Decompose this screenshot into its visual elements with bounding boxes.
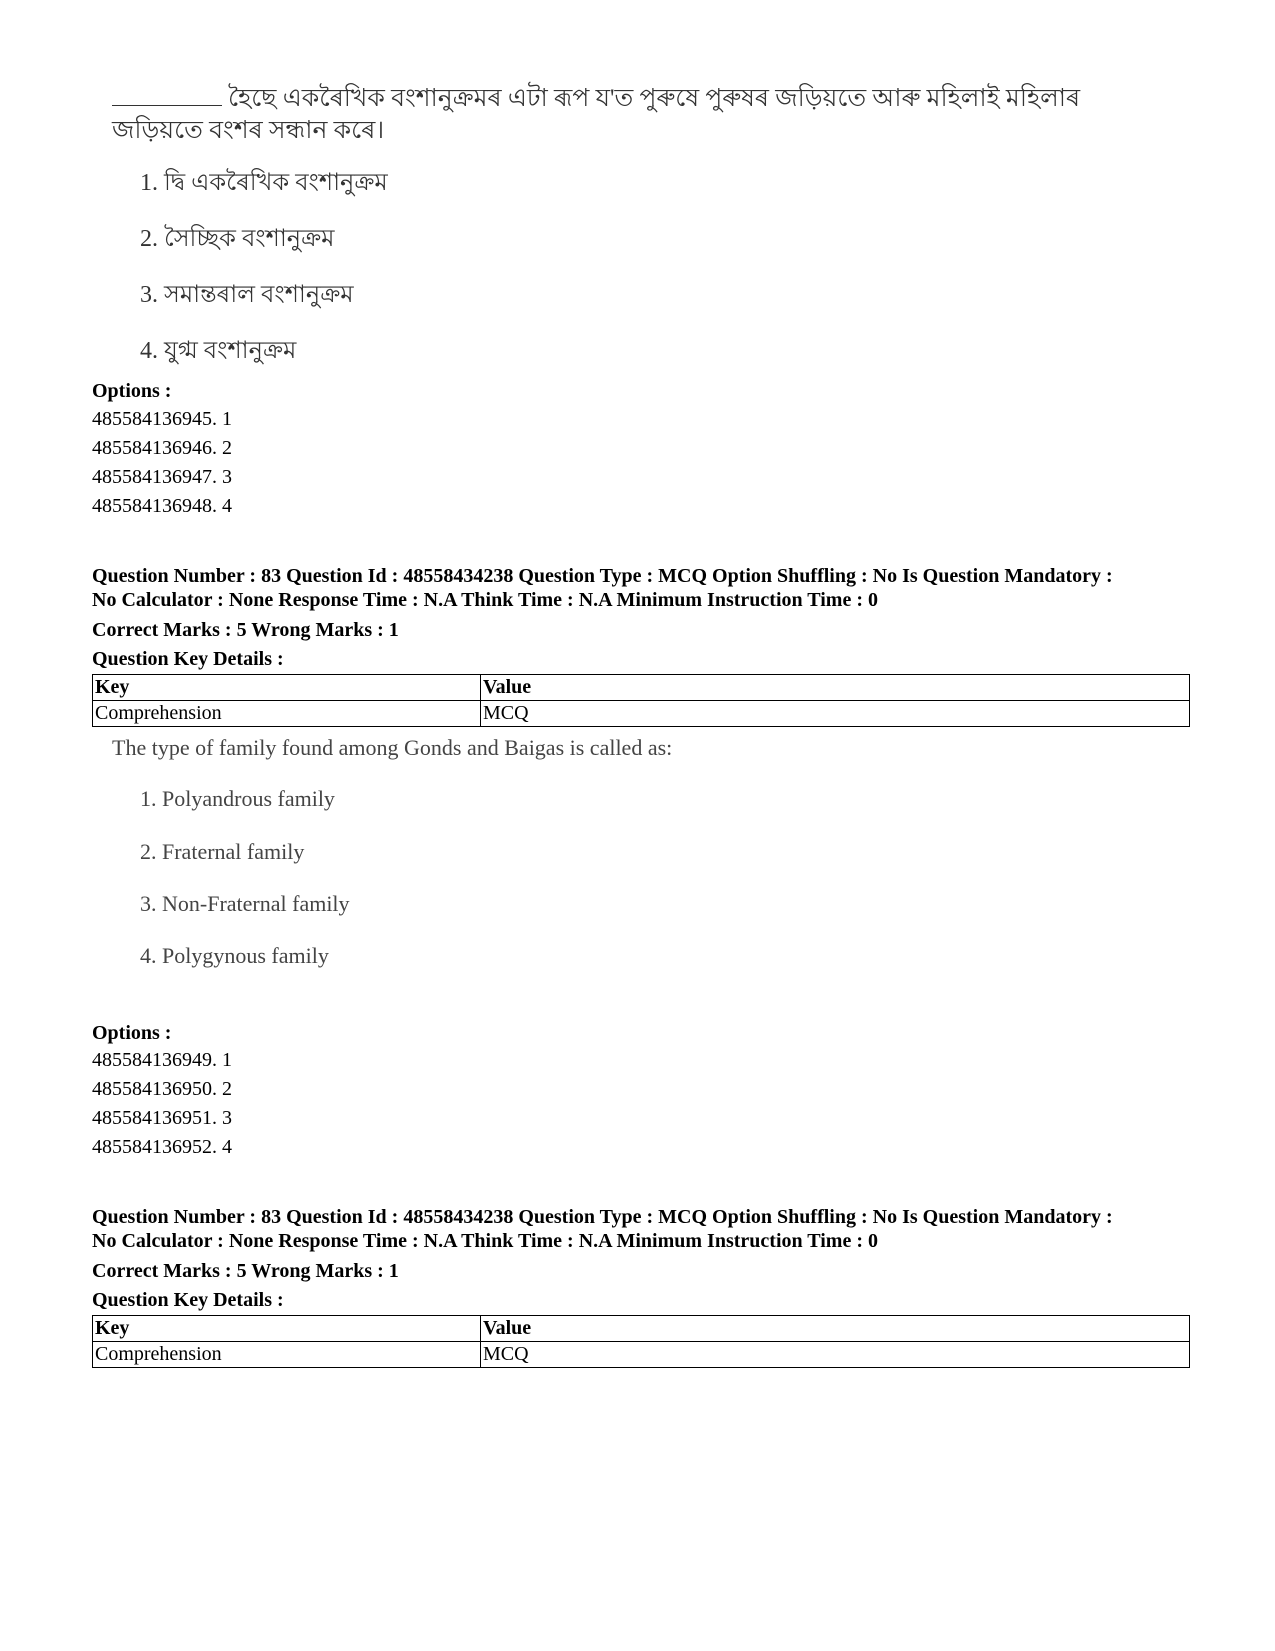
choice-2: 2. Fraternal family bbox=[140, 839, 305, 864]
answer-blank bbox=[112, 87, 222, 106]
option-item: 485584136949. 1 bbox=[92, 1049, 232, 1071]
question-meta bbox=[92, 1205, 1113, 1253]
choice-1: 1. দ্বি একৰৈখিক বংশানুক্ৰম bbox=[140, 170, 388, 196]
question-stem-text: হৈছে একৰৈখিক বংশানুক্ৰমৰ এটা ৰূপ য'ত পুৰুষে পুৰুষৰ জড়িয়তে আৰু মহিলাই মহিলাৰ bbox=[228, 85, 1081, 112]
option-item: 485584136948. 4 bbox=[92, 495, 232, 517]
meta-line-1: Question Number : 83 Question Id : 48558434238 Question Type : MCQ Option Shuffling : No Is Question Mandatory : bbox=[92, 1206, 1113, 1228]
choice-3: 3. Non-Fraternal family bbox=[140, 891, 350, 916]
marks-line: Correct Marks : 5 Wrong Marks : 1 bbox=[92, 619, 399, 641]
choice-1: 1. Polyandrous family bbox=[140, 786, 335, 811]
table-header-key: Key bbox=[93, 675, 481, 701]
table-cell-value: MCQ bbox=[481, 701, 1190, 727]
table-header-value: Value bbox=[481, 675, 1190, 701]
key-details-label: Question Key Details : bbox=[92, 1289, 284, 1311]
choice-2: 2. সৈচ্ছিক বংশানুক্ৰম bbox=[140, 226, 335, 252]
option-item: 485584136946. 2 bbox=[92, 437, 232, 459]
options-label: Options : bbox=[92, 380, 172, 402]
marks-line: Correct Marks : 5 Wrong Marks : 1 bbox=[92, 1260, 399, 1282]
options-label: Options : bbox=[92, 1022, 172, 1044]
table-header-value: Value bbox=[481, 1316, 1190, 1342]
option-item: 485584136947. 3 bbox=[92, 466, 232, 488]
table-cell-key: Comprehension bbox=[93, 701, 481, 727]
table-header-row bbox=[93, 675, 1190, 701]
choice-4: 4. Polygynous family bbox=[140, 943, 329, 968]
meta-line-2: No Calculator : None Response Time : N.A Think Time : N.A Minimum Instruction Time : 0 bbox=[92, 589, 878, 611]
question-stem-line-2: জড়িয়তে বংশৰ সন্ধান কৰে। bbox=[112, 117, 385, 144]
options-list bbox=[92, 1046, 232, 1162]
choice-3: 3. সমান্তৰাল বংশানুক্ৰম bbox=[140, 282, 354, 308]
choice-4: 4. যুগ্ম বংশানুক্ৰম bbox=[140, 338, 297, 364]
table-row bbox=[93, 1342, 1190, 1368]
key-details-table bbox=[92, 674, 1190, 727]
table-cell-key: Comprehension bbox=[93, 1342, 481, 1368]
option-item: 485584136951. 3 bbox=[92, 1107, 232, 1129]
table-cell-value: MCQ bbox=[481, 1342, 1190, 1368]
question-meta bbox=[92, 564, 1113, 612]
question-text: The type of family found among Gonds and Baigas is called as: bbox=[112, 735, 673, 760]
option-item: 485584136945. 1 bbox=[92, 408, 232, 430]
meta-line-2: No Calculator : None Response Time : N.A Think Time : N.A Minimum Instruction Time : 0 bbox=[92, 1230, 878, 1252]
table-header-key: Key bbox=[93, 1316, 481, 1342]
key-details-table bbox=[92, 1315, 1190, 1368]
option-item: 485584136950. 2 bbox=[92, 1078, 232, 1100]
meta-line-1: Question Number : 83 Question Id : 48558434238 Question Type : MCQ Option Shuffling : No Is Question Mandatory : bbox=[92, 565, 1113, 587]
option-item: 485584136952. 4 bbox=[92, 1136, 232, 1158]
options-list bbox=[92, 405, 232, 521]
key-details-label: Question Key Details : bbox=[92, 648, 284, 670]
table-header-row bbox=[93, 1316, 1190, 1342]
table-row bbox=[93, 701, 1190, 727]
